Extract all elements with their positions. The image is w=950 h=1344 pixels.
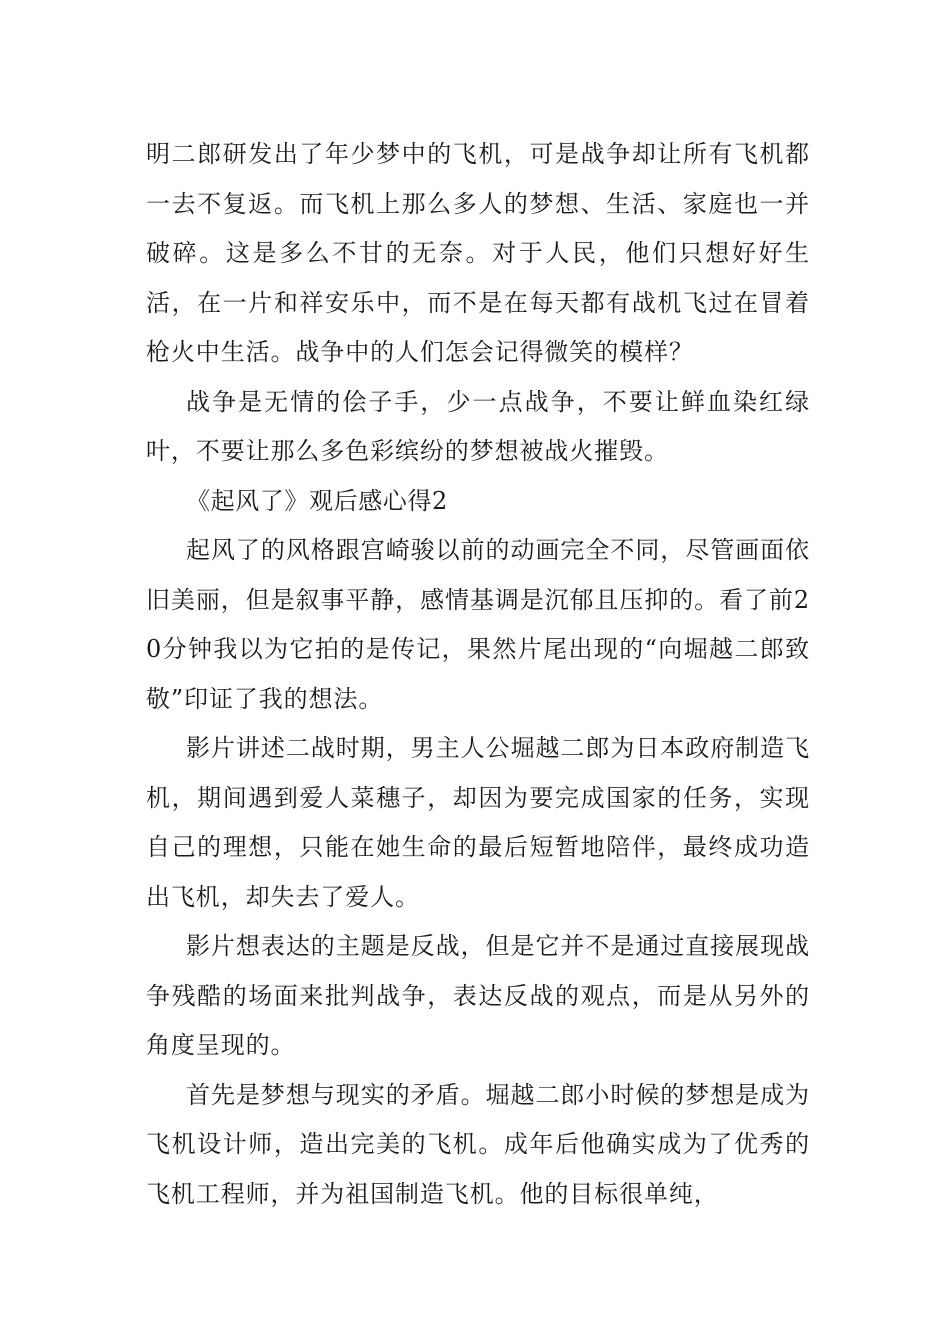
document-body — [146, 130, 810, 1219]
paragraph-2: 战争是无情的侩子手，少一点战争，不要让鲜血染红绿叶，不要让那么多色彩缤纷的梦想被战火摧毁。 — [146, 387, 810, 465]
section-heading: 《起风了》观后感心得2 — [186, 486, 448, 515]
paragraph-6: 首先是梦想与现实的矛盾。堀越二郎小时候的梦想是成为飞机设计师，造出完美的飞机。成年后他确实成为了优秀的飞机工程师，并为祖国制造飞机。他的目标很单纯， — [146, 1080, 810, 1208]
paragraph-3: 起风了的风格跟宫崎骏以前的动画完全不同，尽管画面依旧美丽，但是叙事平静，感情基调是沉郁且压抑的。看了前20分钟我以为它拍的是传记，果然片尾出现的“向堀越二郎致敬”印证了我的想法。 — [146, 536, 810, 713]
paragraph-5: 影片想表达的主题是反战，但是它并不是通过直接展现战争残酷的场面来批判战争，表达反战的观点，而是从另外的角度呈现的。 — [146, 932, 810, 1059]
paragraph-4: 影片讲述二战时期，男主人公堀越二郎为日本政府制造飞机，期间遇到爱人菜穗子，却因为要完成国家的任务，实现自己的理想，只能在她生命的最后短暂地陪伴，最终成功造出飞机，却失去了爱人。 — [146, 734, 810, 911]
paragraph-1: 明二郎研发出了年少梦中的飞机，可是战争却让所有飞机都一去不复返。而飞机上那么多人的梦想、生活、家庭也一并破碎。这是多么不甘的无奈。对于人民，他们只想好好生活，在一片和祥安乐中，而不是在每天都有战机飞过在冒着枪火中生活。战争中的人们怎会记得微笑的模样？ — [146, 140, 810, 366]
